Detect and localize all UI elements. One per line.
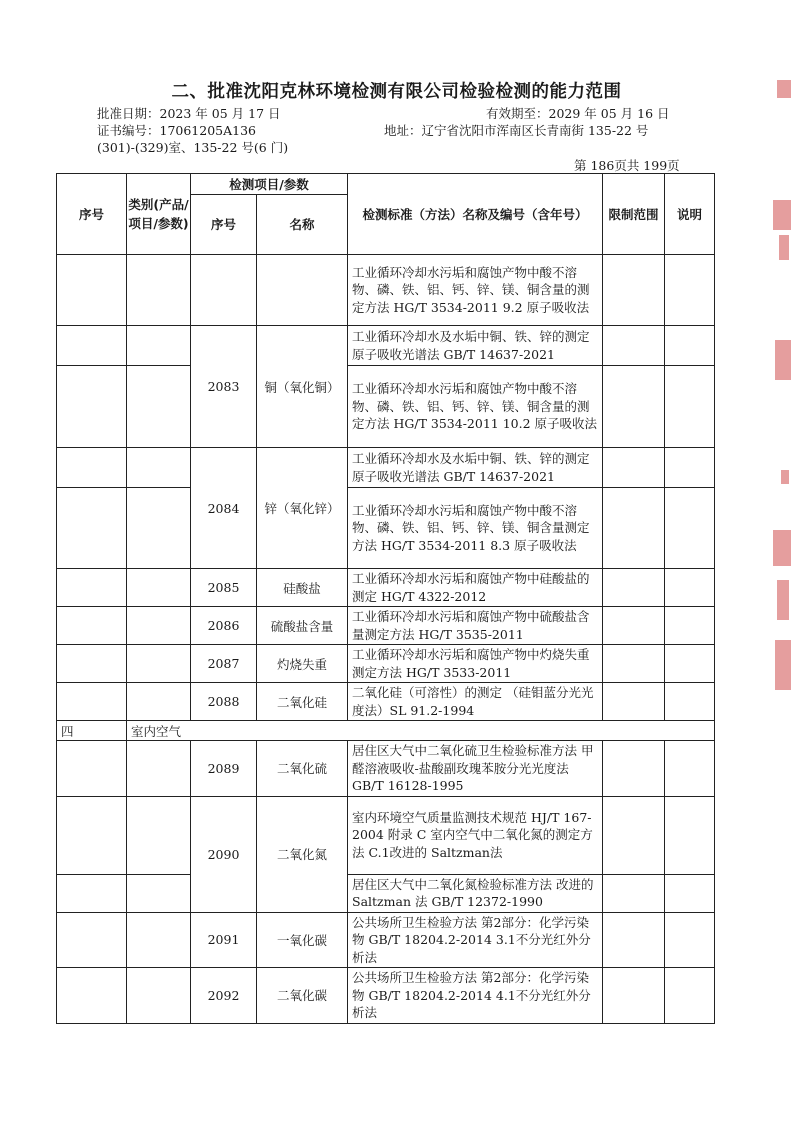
item-name: 二氧化碳: [257, 968, 348, 1024]
table-row: [57, 683, 715, 721]
standard-cell: 室内环境空气质量监测技术规范 HJ/T 167-2004 附录 C 室内空气中二氧化氮的测定方法 C.1改进的 Saltzman法: [348, 796, 603, 874]
capability-table: [56, 173, 715, 1024]
standard-cell: 居住区大气中二氧化氮检验标准方法 改进的 Saltzman 法 GB/T 12372-1990: [348, 874, 603, 912]
item-name: 锌（氧化锌）: [257, 448, 348, 569]
item-name: 硅酸盐: [257, 569, 348, 607]
standard-cell: 工业循环冷却水及水垢中铜、铁、锌的测定 原子吸收光谱法 GB/T 14637-2021: [348, 326, 603, 366]
item-seq: 2088: [191, 683, 257, 721]
header-test-item: 检测项目/参数: [191, 174, 348, 195]
section-category: 室内空气: [127, 721, 715, 741]
table-row: [57, 569, 715, 607]
page-number: 第 186页共 199页: [574, 158, 680, 173]
standard-cell: 公共场所卫生检验方法 第2部分：化学污染物 GB/T 18204.2-2014 4.1不分光红外分析法: [348, 968, 603, 1024]
table-row: [57, 366, 715, 448]
address-continued: (301)-(329)室、135-22 号(6 门): [97, 140, 289, 155]
item-name: 二氧化氮: [257, 796, 348, 912]
header-sub-seq: 序号: [191, 195, 257, 255]
item-name: 二氧化硅: [257, 683, 348, 721]
item-name: 二氧化硫: [257, 741, 348, 797]
header-name: 名称: [257, 195, 348, 255]
table-row: [57, 912, 715, 968]
standard-cell: 工业循环冷却水污垢和腐蚀产物中硫酸盐含量测定方法 HG/T 3535-2011: [348, 607, 603, 645]
item-seq: 2089: [191, 741, 257, 797]
standard-cell: 工业循环冷却水污垢和腐蚀产物中酸不溶物、磷、铁、铝、钙、锌、镁、铜含量测定方法 HG/T 3534-2011 8.3 原子吸收法: [348, 488, 603, 569]
cert-number: 证书编号：17061205A136: [97, 123, 257, 138]
standard-cell: 工业循环冷却水污垢和腐蚀产物中酸不溶物、磷、铁、铝、钙、锌、镁、铜含量的测定方法 HG/T 3534-2011 9.2 原子吸收法: [348, 255, 603, 326]
header-standard: 检测标准（方法）名称及编号（含年号）: [348, 174, 603, 255]
table-row: [57, 607, 715, 645]
item-name: 铜（氧化铜）: [257, 326, 348, 448]
approval-date: 批准日期：2023 年 05 月 17 日: [97, 106, 281, 121]
item-seq: 2085: [191, 569, 257, 607]
header-seq: 序号: [57, 174, 127, 255]
item-seq: 2092: [191, 968, 257, 1024]
item-seq: 2084: [191, 448, 257, 569]
item-seq: 2087: [191, 645, 257, 683]
header-limit: 限制范围: [603, 174, 665, 255]
seal-stamp-edge: [767, 60, 793, 760]
table-row: [57, 326, 715, 366]
table-row: [57, 255, 715, 326]
section-seq: 四: [57, 721, 127, 741]
address: 地址：辽宁省沈阳市浑南区长青南街 135-22 号: [384, 123, 649, 138]
standard-cell: 工业循环冷却水污垢和腐蚀产物中硅酸盐的测定 HG/T 4322-2012: [348, 569, 603, 607]
table-row: [57, 968, 715, 1024]
table-row: [57, 741, 715, 797]
table-row: [57, 645, 715, 683]
standard-cell: 工业循环冷却水及水垢中铜、铁、锌的测定 原子吸收光谱法 GB/T 14637-2021: [348, 448, 603, 488]
table-row: [57, 448, 715, 488]
standard-cell: 居住区大气中二氧化硫卫生检验标准方法 甲醛溶液吸收-盐酸副玫瑰苯胺分光光度法 GB/T 16128-1995: [348, 741, 603, 797]
standard-cell: 二氧化硅（可溶性）的测定 （硅钼蓝分光光度法）SL 91.2-1994: [348, 683, 603, 721]
item-seq: 2086: [191, 607, 257, 645]
standard-cell: 工业循环冷却水污垢和腐蚀产物中灼烧失重测定方法 HG/T 3533-2011: [348, 645, 603, 683]
standard-cell: 工业循环冷却水污垢和腐蚀产物中酸不溶物、磷、铁、铝、钙、锌、镁、铜含量的测定方法 HG/T 3534-2011 10.2 原子吸收法: [348, 366, 603, 448]
item-seq: 2091: [191, 912, 257, 968]
item-name: 灼烧失重: [257, 645, 348, 683]
valid-until: 有效期至：2029 年 05 月 16 日: [486, 106, 670, 121]
page-title: 二、批准沈阳克林环境检测有限公司检验检测的能力范围: [171, 82, 622, 102]
header-note: 说明: [665, 174, 715, 255]
item-name: 一氧化碳: [257, 912, 348, 968]
item-seq: 2083: [191, 326, 257, 448]
item-name: 硫酸盐含量: [257, 607, 348, 645]
table-row: [57, 874, 715, 912]
table-row: [57, 488, 715, 569]
header-category: 类别(产品/项目/参数): [127, 174, 191, 255]
item-seq: 2090: [191, 796, 257, 912]
table-row: [57, 796, 715, 874]
section-row: [57, 721, 715, 741]
standard-cell: 公共场所卫生检验方法 第2部分：化学污染物 GB/T 18204.2-2014 3.1不分光红外分析法: [348, 912, 603, 968]
